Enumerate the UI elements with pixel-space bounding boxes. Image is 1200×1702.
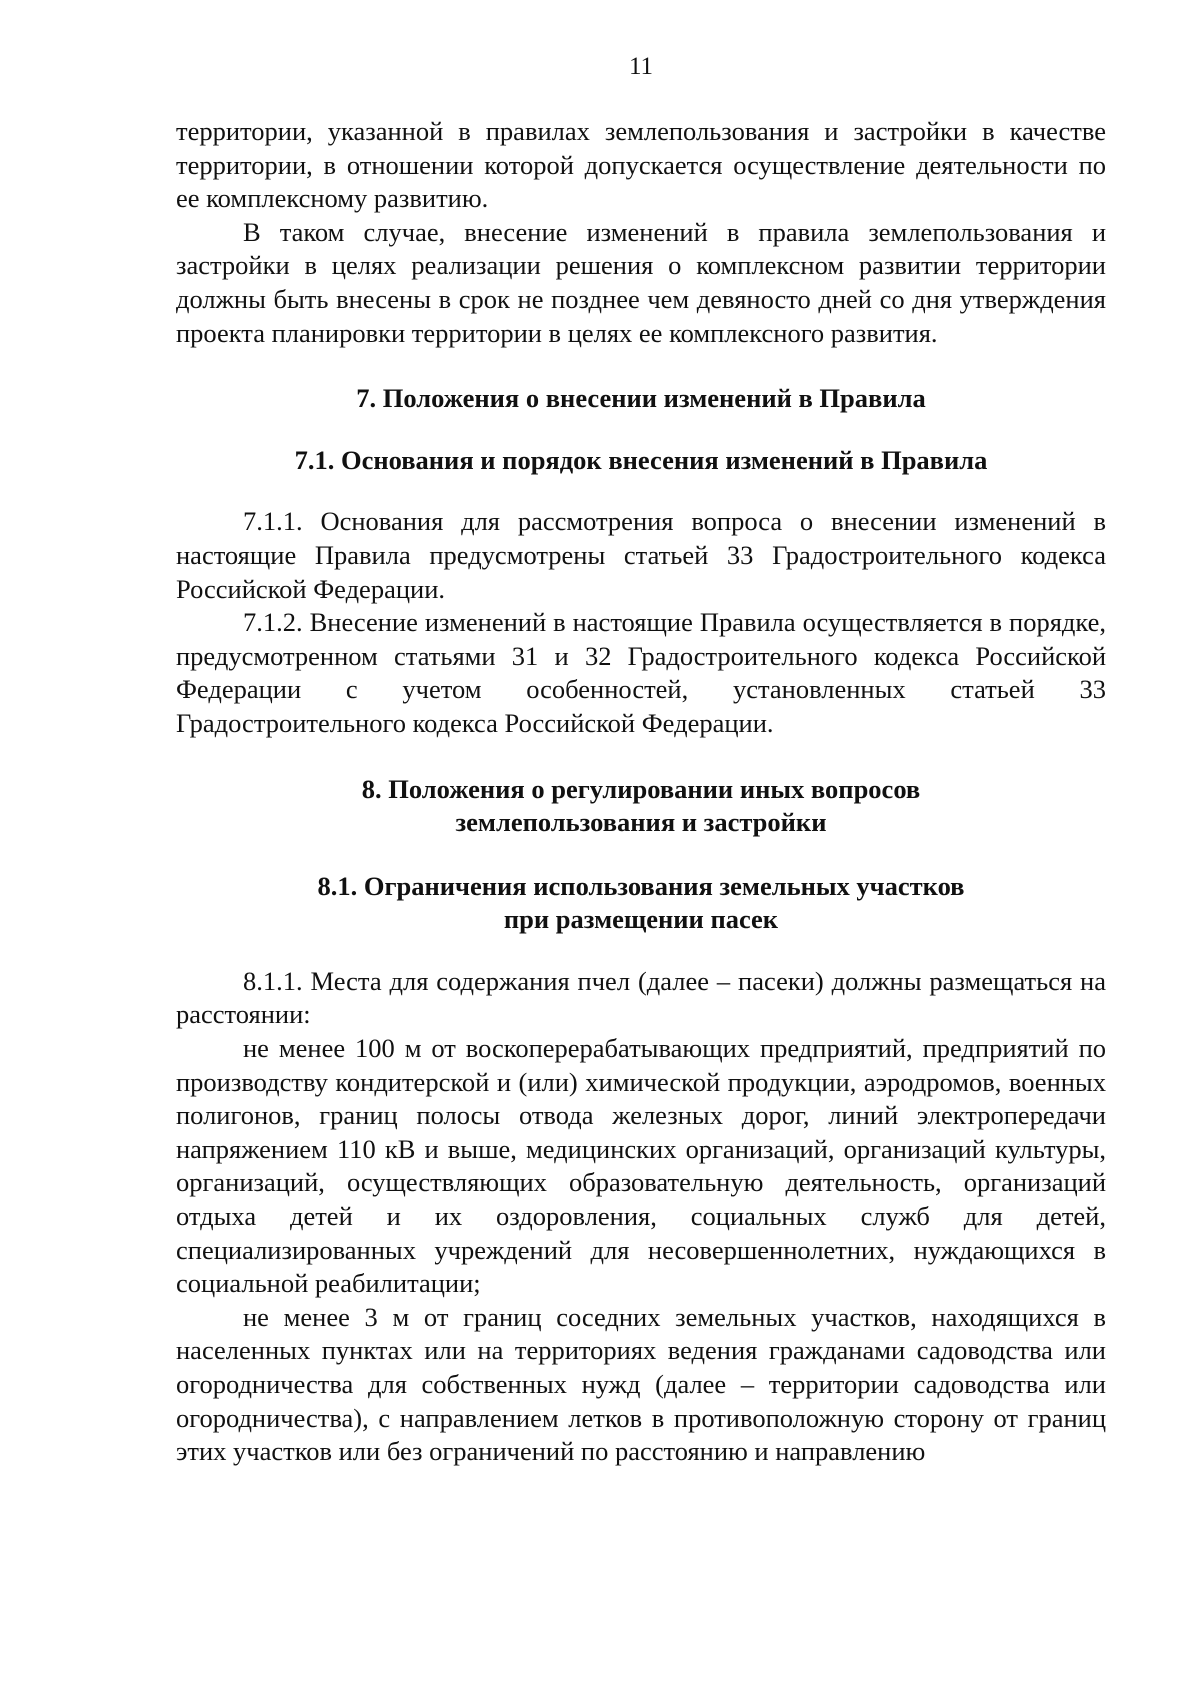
subsection-heading-8-1-line-1: 8.1. Ограничения использования земельных участков <box>317 870 965 901</box>
paragraph-8-1-1: 8.1.1. Места для содержания пчел (далее – пасеки) должны размещаться на расстоянии: <box>176 965 1106 1030</box>
paragraph-continuation: территории, указанной в правилах землепользования и застройки в качестве территории, в отношении которой допускается осуществление деятельности по ее комплексному развитию. <box>176 116 1106 214</box>
paragraph-distance-3m: не менее 3 м от границ соседних земельных участков, находящихся в населенных пунктах или на территориях ведения гражданами садоводства или огородничества для собственных нужд (далее – территории садоводства или огородничества), с направлением летков в противоположную сторону от границ этих участков или без ограничений по расстоянию и направлению <box>176 1301 1106 1467</box>
section-heading-7: 7. Положения о внесении изменений в Правила <box>356 383 926 414</box>
subsection-heading-7-1: 7.1. Основания и порядок внесения изменений в Правила <box>294 444 988 475</box>
paragraph-distance-100m: не менее 100 м от воскоперерабатывающих предприятий, предприятий по производству кондитерской и (или) химической продукции, аэродромов, военных полигонов, границ полосы отвода железных дорог, линий электропередачи напряжением 110 кВ и выше, медицинских организаций, организаций культуры, организаций, осуществляющих образовательную деятельность, организаций отдыха детей и их оздоровления, социальных служб для детей, специализированных учреждений для несовершеннолетних, нуждающихся в социальной реабилитации; <box>176 1033 1106 1299</box>
section-heading-8-line-1: 8. Положения о регулировании иных вопросов <box>361 773 921 804</box>
subsection-heading-8-1-line-2: при размещении пасек <box>503 904 779 935</box>
section-heading-8-line-2: землепользования и застройки <box>455 807 827 838</box>
page-number: 11 <box>628 53 654 80</box>
paragraph-7-1-1: 7.1.1. Основания для рассмотрения вопроса о внесении изменений в настоящие Правила предусмотрены статьей 33 Градостроительного кодекса Российской Федерации. <box>176 506 1106 604</box>
document-body <box>176 115 1106 1469</box>
subsection-heading-8-1 <box>176 870 1106 937</box>
paragraph-amendment-deadline: В таком случае, внесение изменений в правила землепользования и застройки в целях реализации решения о комплексном развитии территории должны быть внесены в срок не позднее чем девяносто дней со дня утверждения проекта планировки территории в целях ее комплексного развития. <box>176 216 1106 348</box>
section-heading-8 <box>176 773 1106 840</box>
paragraph-7-1-2: 7.1.2. Внесение изменений в настоящие Правила осуществляется в порядке, предусмотренном статьями 31 и 32 Градостроительного кодекса Российской Федерации с учетом особенностей, установленных статьей 33 Градостроительного кодекса Российской Федерации. <box>176 607 1106 738</box>
